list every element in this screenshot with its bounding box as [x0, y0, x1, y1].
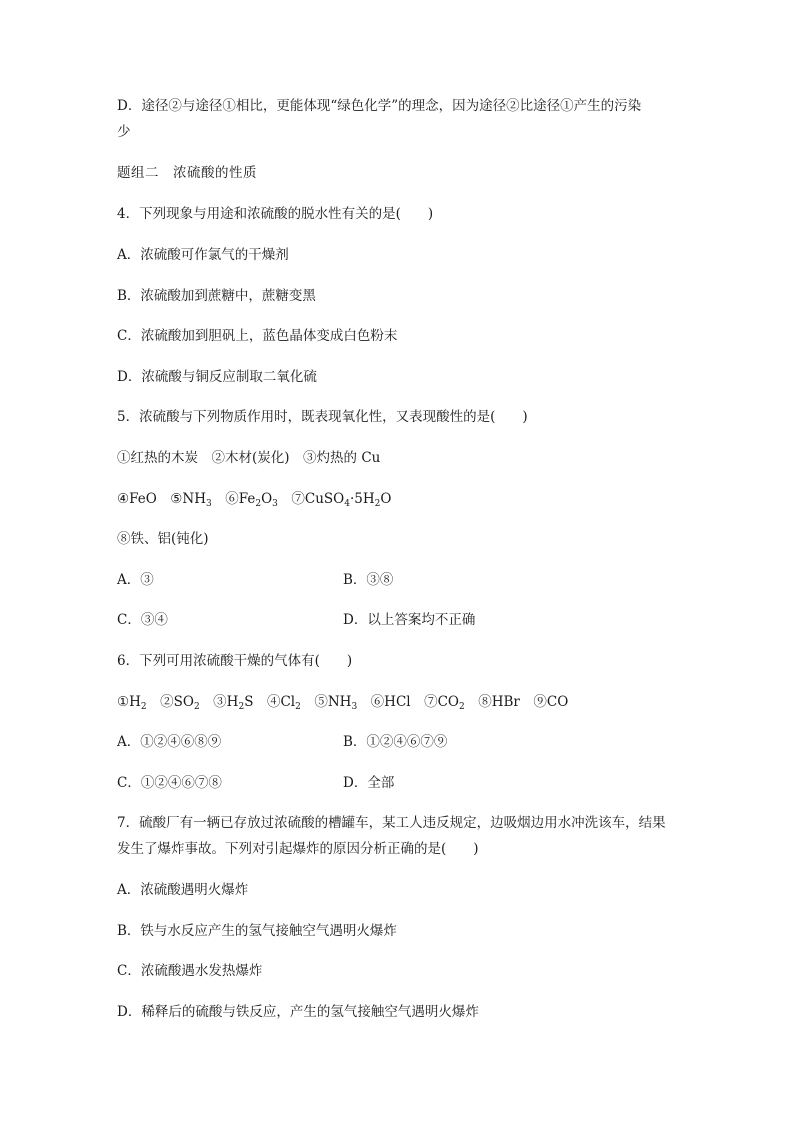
- question-5-items-line1: ①红热的木炭 ②木材(炭化) ③灼热的 Cu: [117, 450, 381, 466]
- question-7-line2: 发生了爆炸事故。下列对引起爆炸的原因分析正确的是( ): [117, 841, 479, 857]
- question-5-option-d: D．以上答案均不正确: [343, 612, 476, 628]
- section-heading-group2: 题组二 浓硫酸的性质: [117, 165, 257, 181]
- question-4-option-a: A．浓硫酸可作氯气的干燥剂: [117, 247, 289, 263]
- question-6: 6．下列可用浓硫酸干燥的气体有( ): [117, 653, 353, 669]
- question-6-option-b: B．①②④⑥⑦⑨: [343, 734, 448, 750]
- question-6-items: $①H_2$ $②SO_2$ $③H_2S$ $④Cl_2$ $⑤NH_3$ ⑥HCl $⑦CO_2$ ⑧HBr ⑨CO: [117, 694, 569, 712]
- question-5-option-a: A．③: [117, 572, 154, 588]
- question-4-option-c: C．浓硫酸加到胆矾上，蓝色晶体变成白色粉末: [117, 328, 398, 344]
- question-7-option-d: D．稀释后的硫酸与铁反应，产生的氢气接触空气遇明火爆炸: [117, 1004, 479, 1020]
- question-5-option-b: B．③⑧: [343, 572, 394, 588]
- formula-subscript: 2: [459, 702, 465, 712]
- formula-subscript: 4: [344, 499, 350, 509]
- question-6-option-a: A．①②④⑥⑧⑨: [117, 734, 222, 750]
- formula-subscript: 3: [351, 702, 358, 712]
- question-7-line1: 7．硫酸厂有一辆已存放过浓硫酸的槽罐车，某工人违反规定，边吸烟边用水冲洗该车，结果: [117, 815, 666, 831]
- question-7-option-a: A．浓硫酸遇明火爆炸: [117, 882, 249, 898]
- formula-subscript: 2: [255, 499, 262, 509]
- question-5-items-line3: ⑧铁、铝(钝化): [117, 531, 209, 547]
- question-5: 5．浓硫酸与下列物质作用时，既表现氧化性，又表现酸性的是( ): [117, 409, 528, 425]
- formula-subscript: 2: [238, 702, 245, 712]
- formula-subscript: 2: [374, 499, 381, 509]
- question-7-option-c: C．浓硫酸遇水发热爆炸: [117, 963, 263, 979]
- option-d-previous-line2: 少: [117, 124, 131, 140]
- formula-subscript: 3: [272, 499, 278, 509]
- question-4: 4．下列现象与用途和浓硫酸的脱水性有关的是( ): [117, 206, 434, 222]
- question-6-option-d: D．全部: [343, 775, 395, 791]
- option-d-previous-line1: D．途径②与途径①相比，更能体现“绿色化学”的理念，因为途径②比途径①产生的污染: [117, 98, 642, 114]
- question-7-option-b: B．铁与水反应产生的氢气接触空气遇明火爆炸: [117, 923, 397, 939]
- formula-subscript: 3: [205, 499, 212, 509]
- question-4-option-b: B．浓硫酸加到蔗糖中，蔗糖变黑: [117, 288, 316, 304]
- question-5-option-c: C．③④: [117, 612, 168, 628]
- formula-subscript: 2: [193, 702, 200, 712]
- formula-subscript: 2: [140, 702, 147, 712]
- question-6-option-c: C．①②④⑥⑦⑧: [117, 775, 222, 791]
- question-5-items-line2: ④FeO $⑤NH_3$ $⑥Fe_2O_3$ $⑦CuSO_4\cdot 5H_2O$: [117, 491, 392, 509]
- question-4-option-d: D．浓硫酸与铜反应制取二氧化硫: [117, 369, 317, 385]
- formula-subscript: 2: [295, 702, 301, 712]
